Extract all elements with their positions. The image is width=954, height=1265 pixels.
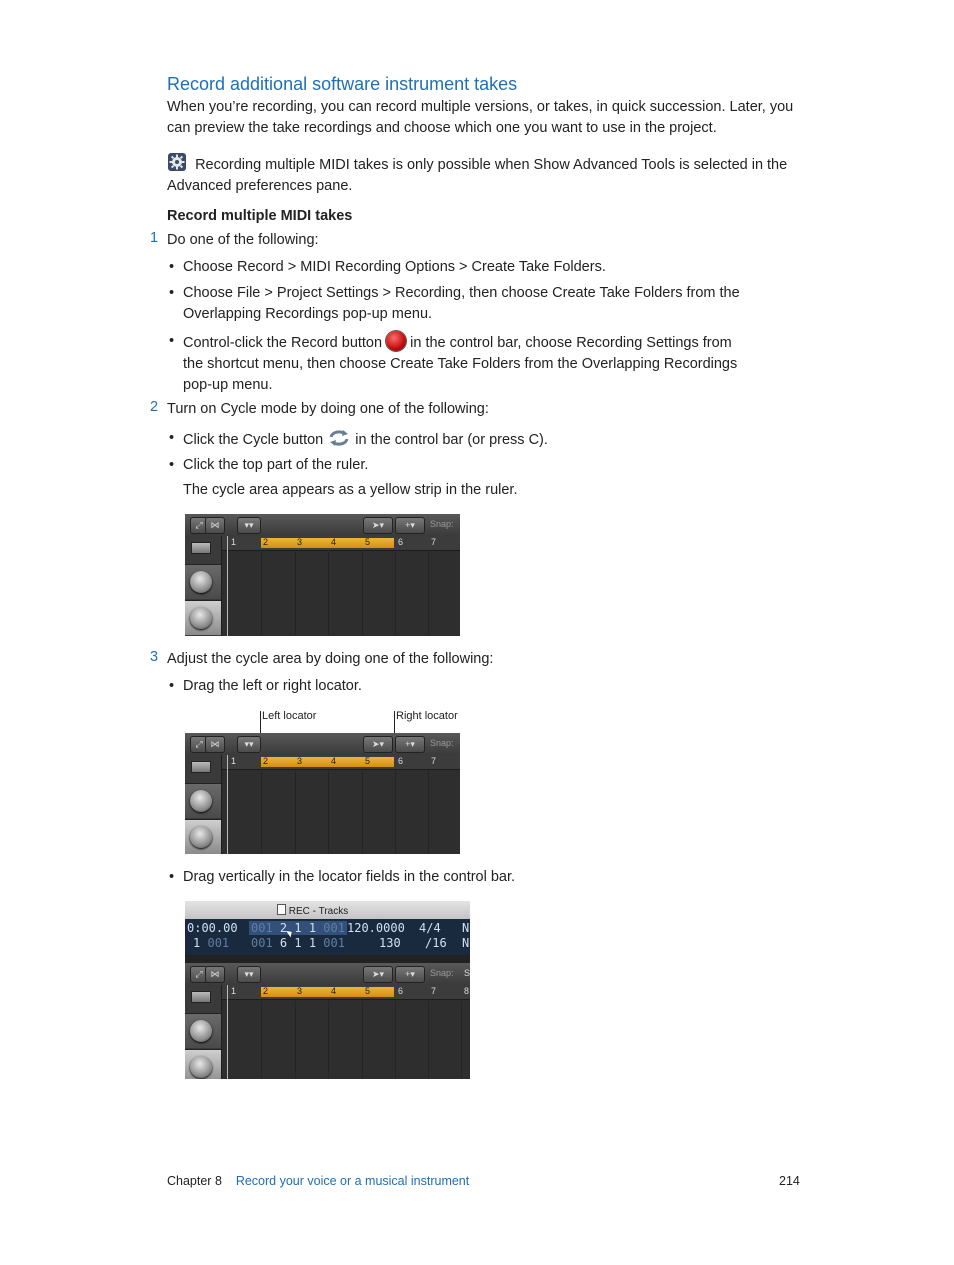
lcd-value: 6 1 1: [279, 936, 317, 950]
snap-edge: S: [464, 968, 470, 978]
bar-number: 6: [398, 537, 404, 547]
grid-line: [261, 552, 262, 636]
track-menu-icon: [191, 761, 211, 773]
lcd-value: 2 1 1: [279, 921, 317, 935]
pan-knob[interactable]: [190, 607, 212, 629]
bullet-text: in the control bar (or press C).: [355, 432, 548, 448]
signature-field[interactable]: 4/4: [419, 921, 441, 935]
lcd-value: 1: [193, 936, 201, 950]
grid-line: [295, 552, 296, 636]
bar-number: 4: [331, 986, 337, 996]
bar-number: 7: [431, 756, 437, 766]
step-3-bullet-2: • Drag vertically in the locator fields in the control bar.: [169, 869, 516, 885]
knob-panel: [185, 1013, 221, 1048]
tracks-area: [185, 963, 470, 1079]
lcd-value: 001: [207, 936, 230, 950]
playhead[interactable]: [227, 755, 228, 854]
grid-line: [328, 771, 329, 854]
bar-number: 4: [331, 756, 337, 766]
advanced-gear-icon: [167, 152, 187, 172]
automation-icon: ⤢: [190, 517, 208, 534]
automation-icon: ⤢: [190, 966, 208, 983]
footer-chapter: [167, 1174, 469, 1188]
snap-label: Snap:: [430, 968, 454, 978]
bullet-text: Choose File > Project Settings > Recording, then choose Create Take Folders from the Overlapping Recordings pop-up menu.: [183, 285, 740, 322]
grid-line: [328, 1001, 329, 1079]
volume-knob[interactable]: [190, 571, 212, 593]
grid-line: [428, 552, 429, 636]
crosshair-tool-icon: +▾: [395, 736, 425, 753]
grid-line: [395, 771, 396, 854]
crosshair-tool-icon: +▾: [395, 517, 425, 534]
bullet-text: Drag vertically in the locator fields in the control bar.: [183, 869, 516, 885]
crosshair-tool-icon: +▾: [395, 966, 425, 983]
locator-screenshot: [185, 733, 460, 854]
grid-line: [261, 771, 262, 854]
pointer-tool-icon: ➤▾: [363, 966, 393, 983]
cycle-area[interactable]: [261, 987, 394, 997]
bar-number: 1: [231, 537, 237, 547]
bar-number: 7: [431, 537, 437, 547]
bar-number: 1: [231, 756, 237, 766]
grid-line: [261, 1001, 262, 1079]
document-icon: [277, 904, 286, 915]
right-locator-field[interactable]: [249, 936, 347, 950]
bar-number: 3: [297, 537, 303, 547]
lcd-value: 001: [251, 936, 273, 950]
section-title: Record additional software instrument takes: [167, 74, 518, 94]
bullet-text: Choose Record > MIDI Recording Options > Create Take Folders.: [183, 259, 606, 275]
lcd-value: 001: [251, 921, 273, 935]
bar-number: 1: [231, 986, 237, 996]
snap-label: Snap:: [430, 519, 454, 529]
bar-number: 8: [464, 986, 470, 996]
filter-icon: ▾▾: [237, 966, 261, 983]
volume-knob[interactable]: [190, 1020, 212, 1042]
bullet-text: Click the top part of the ruler.: [183, 457, 369, 473]
bar-number: 3: [297, 986, 303, 996]
lcd-value: 001: [323, 936, 345, 950]
bar-number: 5: [365, 756, 371, 766]
bar-number: 4: [331, 537, 337, 547]
page-number: 214: [779, 1174, 800, 1188]
playhead[interactable]: [227, 536, 228, 636]
window-title-text: REC - Tracks: [288, 906, 349, 917]
pointer-tool-icon: ➤▾: [363, 517, 393, 534]
lcd-value: 001: [323, 921, 345, 935]
bar-number: 5: [365, 537, 371, 547]
left-locator-field[interactable]: [249, 921, 347, 935]
window-titlebar: [185, 901, 470, 919]
step-1-number: 1: [150, 230, 159, 246]
bar-number: 7: [431, 986, 437, 996]
grid-line: [395, 1001, 396, 1079]
cycle-area[interactable]: [261, 538, 394, 548]
window-title: [277, 904, 348, 917]
right-locator-callout: Right locator: [396, 710, 458, 722]
volume-knob[interactable]: [190, 790, 212, 812]
grid-line: [428, 771, 429, 854]
cycle-area[interactable]: [261, 757, 394, 767]
bar-number: 2: [263, 537, 269, 547]
intro-paragraph: When you’re recording, you can record multiple versions, or takes, in quick succession. Later, you can preview the take recordings and choose which one you want to use in the project.: [167, 99, 794, 136]
bar-number: 6: [398, 756, 404, 766]
division-field[interactable]: /16: [425, 936, 447, 950]
bar-number: 2: [263, 986, 269, 996]
bullet-text: Drag the left or right locator.: [183, 678, 362, 694]
cycle-area-screenshot: [185, 514, 460, 636]
tempo-sub: 130: [379, 936, 401, 950]
tracks-toolbar: [185, 514, 460, 537]
step-3-bullet-1: • Drag the left or right locator.: [169, 678, 362, 694]
bar-number: 2: [263, 756, 269, 766]
chapter-label: Chapter 8: [167, 1174, 222, 1188]
track-header-column: [185, 536, 222, 636]
knob-panel: [185, 783, 221, 818]
step-1-text: Do one of the following:: [167, 232, 319, 248]
step-2-bullet-1: • Click the Cycle button in the control bar (or press C).: [169, 430, 548, 448]
step-2-text: Turn on Cycle mode by doing one of the following:: [167, 401, 489, 417]
grid-line: [362, 552, 363, 636]
lcd-time-bars: [193, 936, 229, 950]
track-menu-icon: [191, 542, 211, 554]
advanced-note: [167, 152, 807, 197]
step-1-bullet-2: • Choose File > Project Settings > Recording, then choose Create Take Folders from the Overlapping Recordings pop-up menu.: [169, 285, 740, 322]
chapter-title-link[interactable]: Record your voice or a musical instrument: [235, 1174, 470, 1188]
tracks-toolbar: [185, 963, 470, 986]
bar-number: 6: [398, 986, 404, 996]
snap-label: Snap:: [430, 738, 454, 748]
pan-knob[interactable]: [190, 826, 212, 848]
advanced-note-text: Recording multiple MIDI takes is only possible when Show Advanced Tools is selected in the Advanced preferences pane.: [167, 157, 788, 194]
lcd-time: 0:00.00: [187, 921, 238, 935]
grid-line: [328, 552, 329, 636]
bullet-text: Control-click the Record button: [183, 335, 383, 351]
left-locator-callout: Left locator: [262, 710, 317, 722]
lcd-display[interactable]: [185, 919, 470, 955]
grid-line: [295, 771, 296, 854]
divider: [185, 955, 470, 963]
tracks-toolbar: [185, 733, 460, 756]
playhead[interactable]: [227, 985, 228, 1079]
step-2-result: The cycle area appears as a yellow strip in the ruler.: [183, 482, 518, 498]
flex-icon: ⋈: [205, 736, 225, 753]
grid-line: [428, 1001, 429, 1079]
step-1-bullet-3: • Control-click the Record button in the control bar, choose Recording Settings from the shortcut menu, then choose Create Take Folders from the Overlapping Recordings pop-up menu.: [169, 333, 738, 393]
knob-panel: [185, 819, 221, 854]
pan-knob[interactable]: [190, 1056, 212, 1078]
filter-icon: ▾▾: [237, 736, 261, 753]
knob-panel: [185, 564, 221, 599]
filter-icon: ▾▾: [237, 517, 261, 534]
record-button-icon: [386, 331, 406, 351]
control-bar-screenshot: [185, 901, 470, 1079]
grid-line: [461, 1001, 462, 1079]
lcd-edge: N: [462, 936, 470, 950]
track-menu-icon: [191, 991, 211, 1003]
lcd-edge: N: [462, 921, 470, 935]
knob-panel: [185, 600, 221, 635]
step-2-number: 2: [150, 399, 159, 415]
grid-line: [362, 1001, 363, 1079]
flex-icon: ⋈: [205, 966, 225, 983]
automation-icon: ⤢: [190, 736, 208, 753]
step-3-text: Adjust the cycle area by doing one of the following:: [167, 651, 494, 667]
bullet-text: Click the Cycle button: [183, 432, 324, 448]
grid-line: [395, 552, 396, 636]
bar-number: 3: [297, 756, 303, 766]
knob-panel: [185, 1049, 221, 1079]
pointer-tool-icon: ➤▾: [363, 736, 393, 753]
bar-number: 5: [365, 986, 371, 996]
grid-line: [362, 771, 363, 854]
bullet-text: in the control bar, choose Recording Settings from the shortcut menu, then choose Create Take Folders from the Overlapping Recordings pop-up menu.: [183, 335, 738, 393]
cycle-button-icon: [327, 428, 351, 448]
flex-icon: ⋈: [205, 517, 225, 534]
step-3-number: 3: [150, 649, 159, 665]
step-1-bullet-1: • Choose Record > MIDI Recording Options > Create Take Folders.: [169, 259, 606, 275]
track-header-column: [185, 755, 222, 854]
tempo-field[interactable]: 120.0000: [347, 921, 405, 935]
grid-line: [295, 1001, 296, 1079]
subheading: Record multiple MIDI takes: [167, 208, 353, 224]
track-header-column: [185, 985, 222, 1079]
step-2-bullet-2: • Click the top part of the ruler.: [169, 457, 369, 473]
